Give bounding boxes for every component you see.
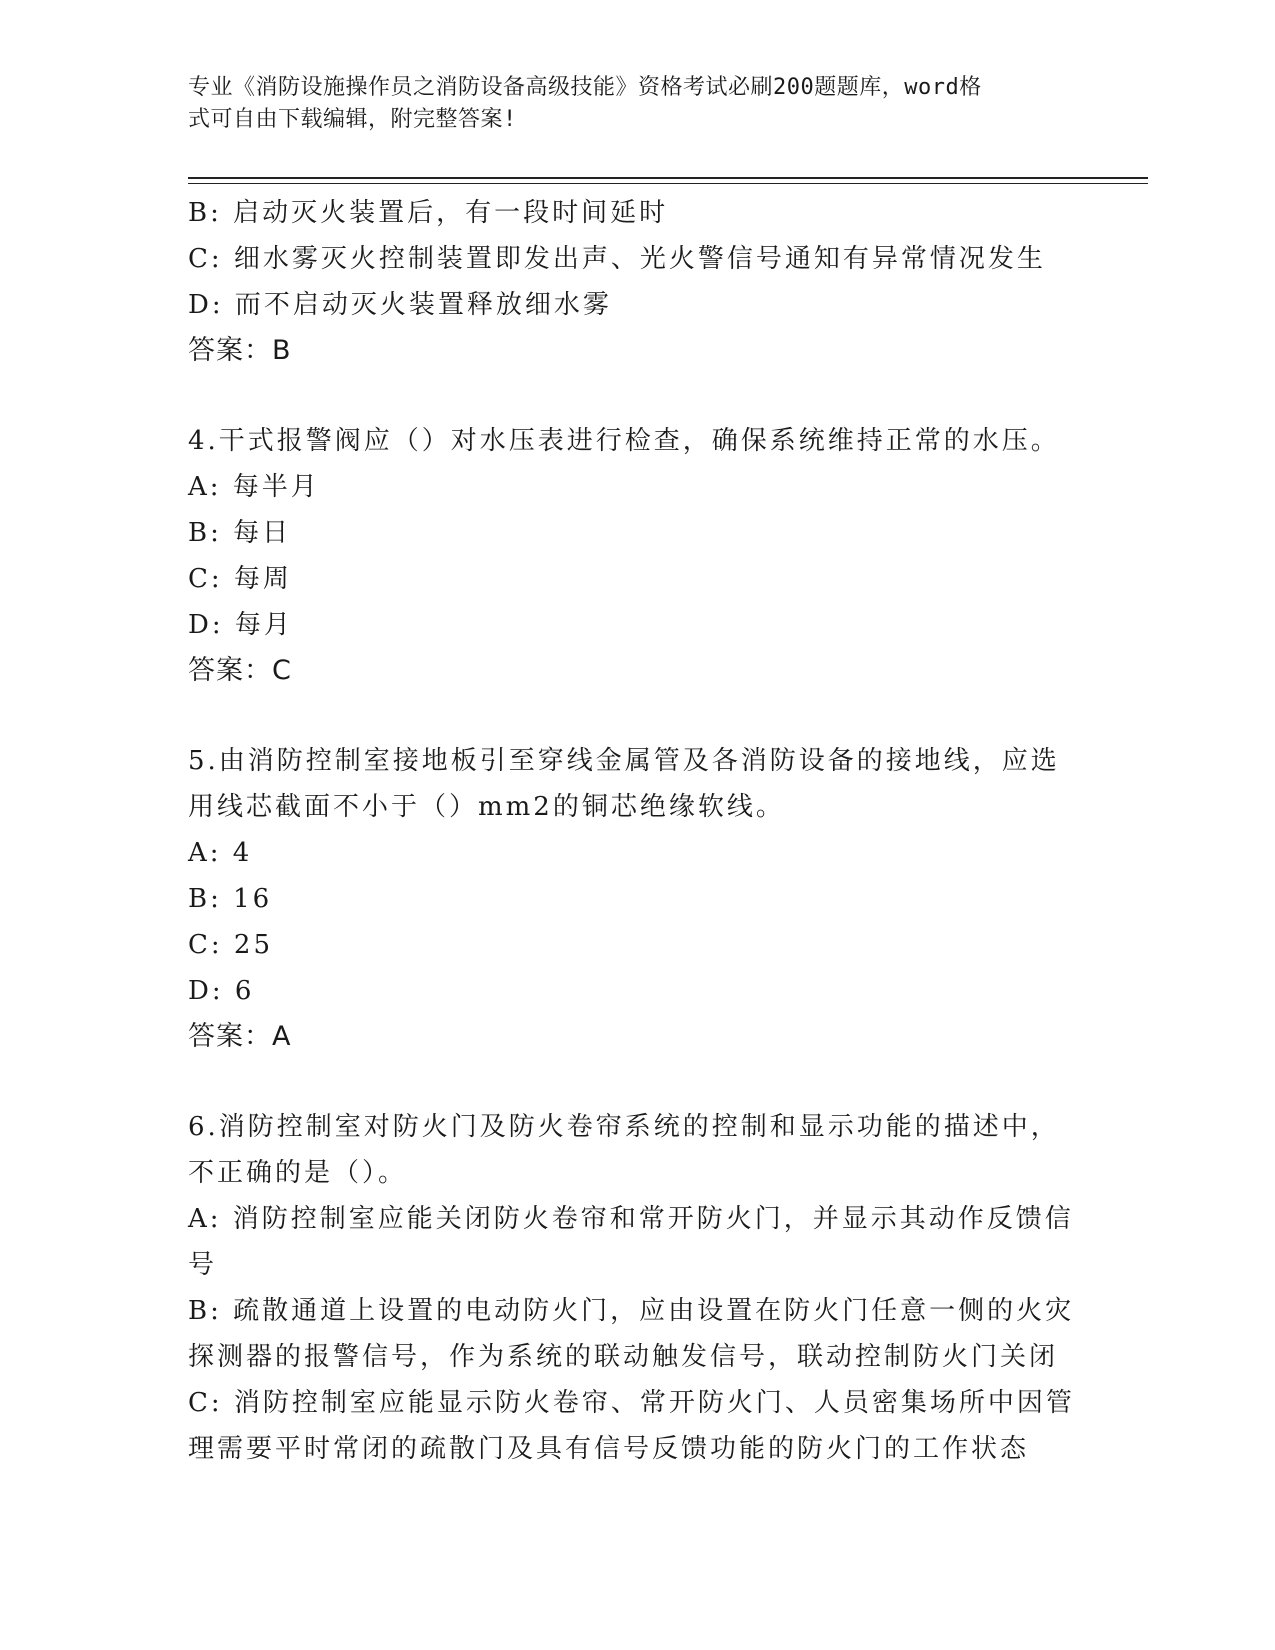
option-b: B: 16 xyxy=(188,884,273,914)
answer: 答案：A xyxy=(188,1021,292,1052)
option-d: D: 而不启动灭火装置释放细水雾 xyxy=(188,290,612,320)
header-divider-thick xyxy=(188,177,1148,179)
option-c: C: 每周 xyxy=(188,564,292,594)
answer: 答案：C xyxy=(188,655,292,686)
option-a: A: 每半月 xyxy=(188,472,320,502)
option-a-line-2: 号 xyxy=(188,1250,218,1280)
option-b-line-1: B: 疏散通道上设置的电动防火门，应由设置在防火门任意一侧的火灾 xyxy=(188,1296,1075,1326)
question-stem: 4.干式报警阀应（）对水压表进行检查，确保系统维持正常的水压。 xyxy=(188,426,1060,456)
option-d: D: 每月 xyxy=(188,610,293,640)
option-b: B: 每日 xyxy=(188,518,292,548)
question-5 xyxy=(188,738,1088,1060)
option-a-line-1: A: 消防控制室应能关闭防火卷帘和常开防火门，并显示其动作反馈信 xyxy=(188,1204,1074,1234)
option-c: C: 细水雾灭火控制装置即发出声、光火警信号通知有异常情况发生 xyxy=(188,244,1046,274)
document-header xyxy=(188,72,1068,136)
option-c: C: 25 xyxy=(188,930,274,960)
option-b-line-2: 探测器的报警信号，作为系统的联动触发信号，联动控制防火门关闭 xyxy=(188,1342,1059,1372)
question-6 xyxy=(188,1104,1088,1472)
header-divider-thin xyxy=(188,183,1148,184)
answer: 答案：B xyxy=(188,335,292,366)
option-b: B: 启动灭火装置后，有一段时间延时 xyxy=(188,198,669,228)
question-stem-line-1: 5.由消防控制室接地板引至穿线金属管及各消防设备的接地线，应选 xyxy=(188,746,1060,776)
question-4 xyxy=(188,418,1088,694)
question-stem-line-2: 不正确的是（）。 xyxy=(188,1158,408,1188)
option-c-line-2: 理需要平时常闭的疏散门及具有信号反馈功能的防火门的工作状态 xyxy=(188,1434,1030,1464)
question-list xyxy=(188,190,1088,1472)
option-a: A: 4 xyxy=(188,838,253,868)
option-d: D: 6 xyxy=(188,976,255,1006)
option-c-line-1: C: 消防控制室应能显示防火卷帘、常开防火门、人员密集场所中因管 xyxy=(188,1388,1075,1418)
header-title-line-2: 式可自由下载编辑，附完整答案! xyxy=(188,107,517,132)
question-3-tail xyxy=(188,190,1088,374)
header-title-line-1: 专业《消防设施操作员之消防设备高级技能》资格考试必刷200题题库，word格 xyxy=(188,75,982,100)
question-stem-line-1: 6.消防控制室对防火门及防火卷帘系统的控制和显示功能的描述中， xyxy=(188,1112,1060,1142)
question-stem-line-2: 用线芯截面不小于（）mm2的铜芯绝缘软线。 xyxy=(188,792,785,822)
